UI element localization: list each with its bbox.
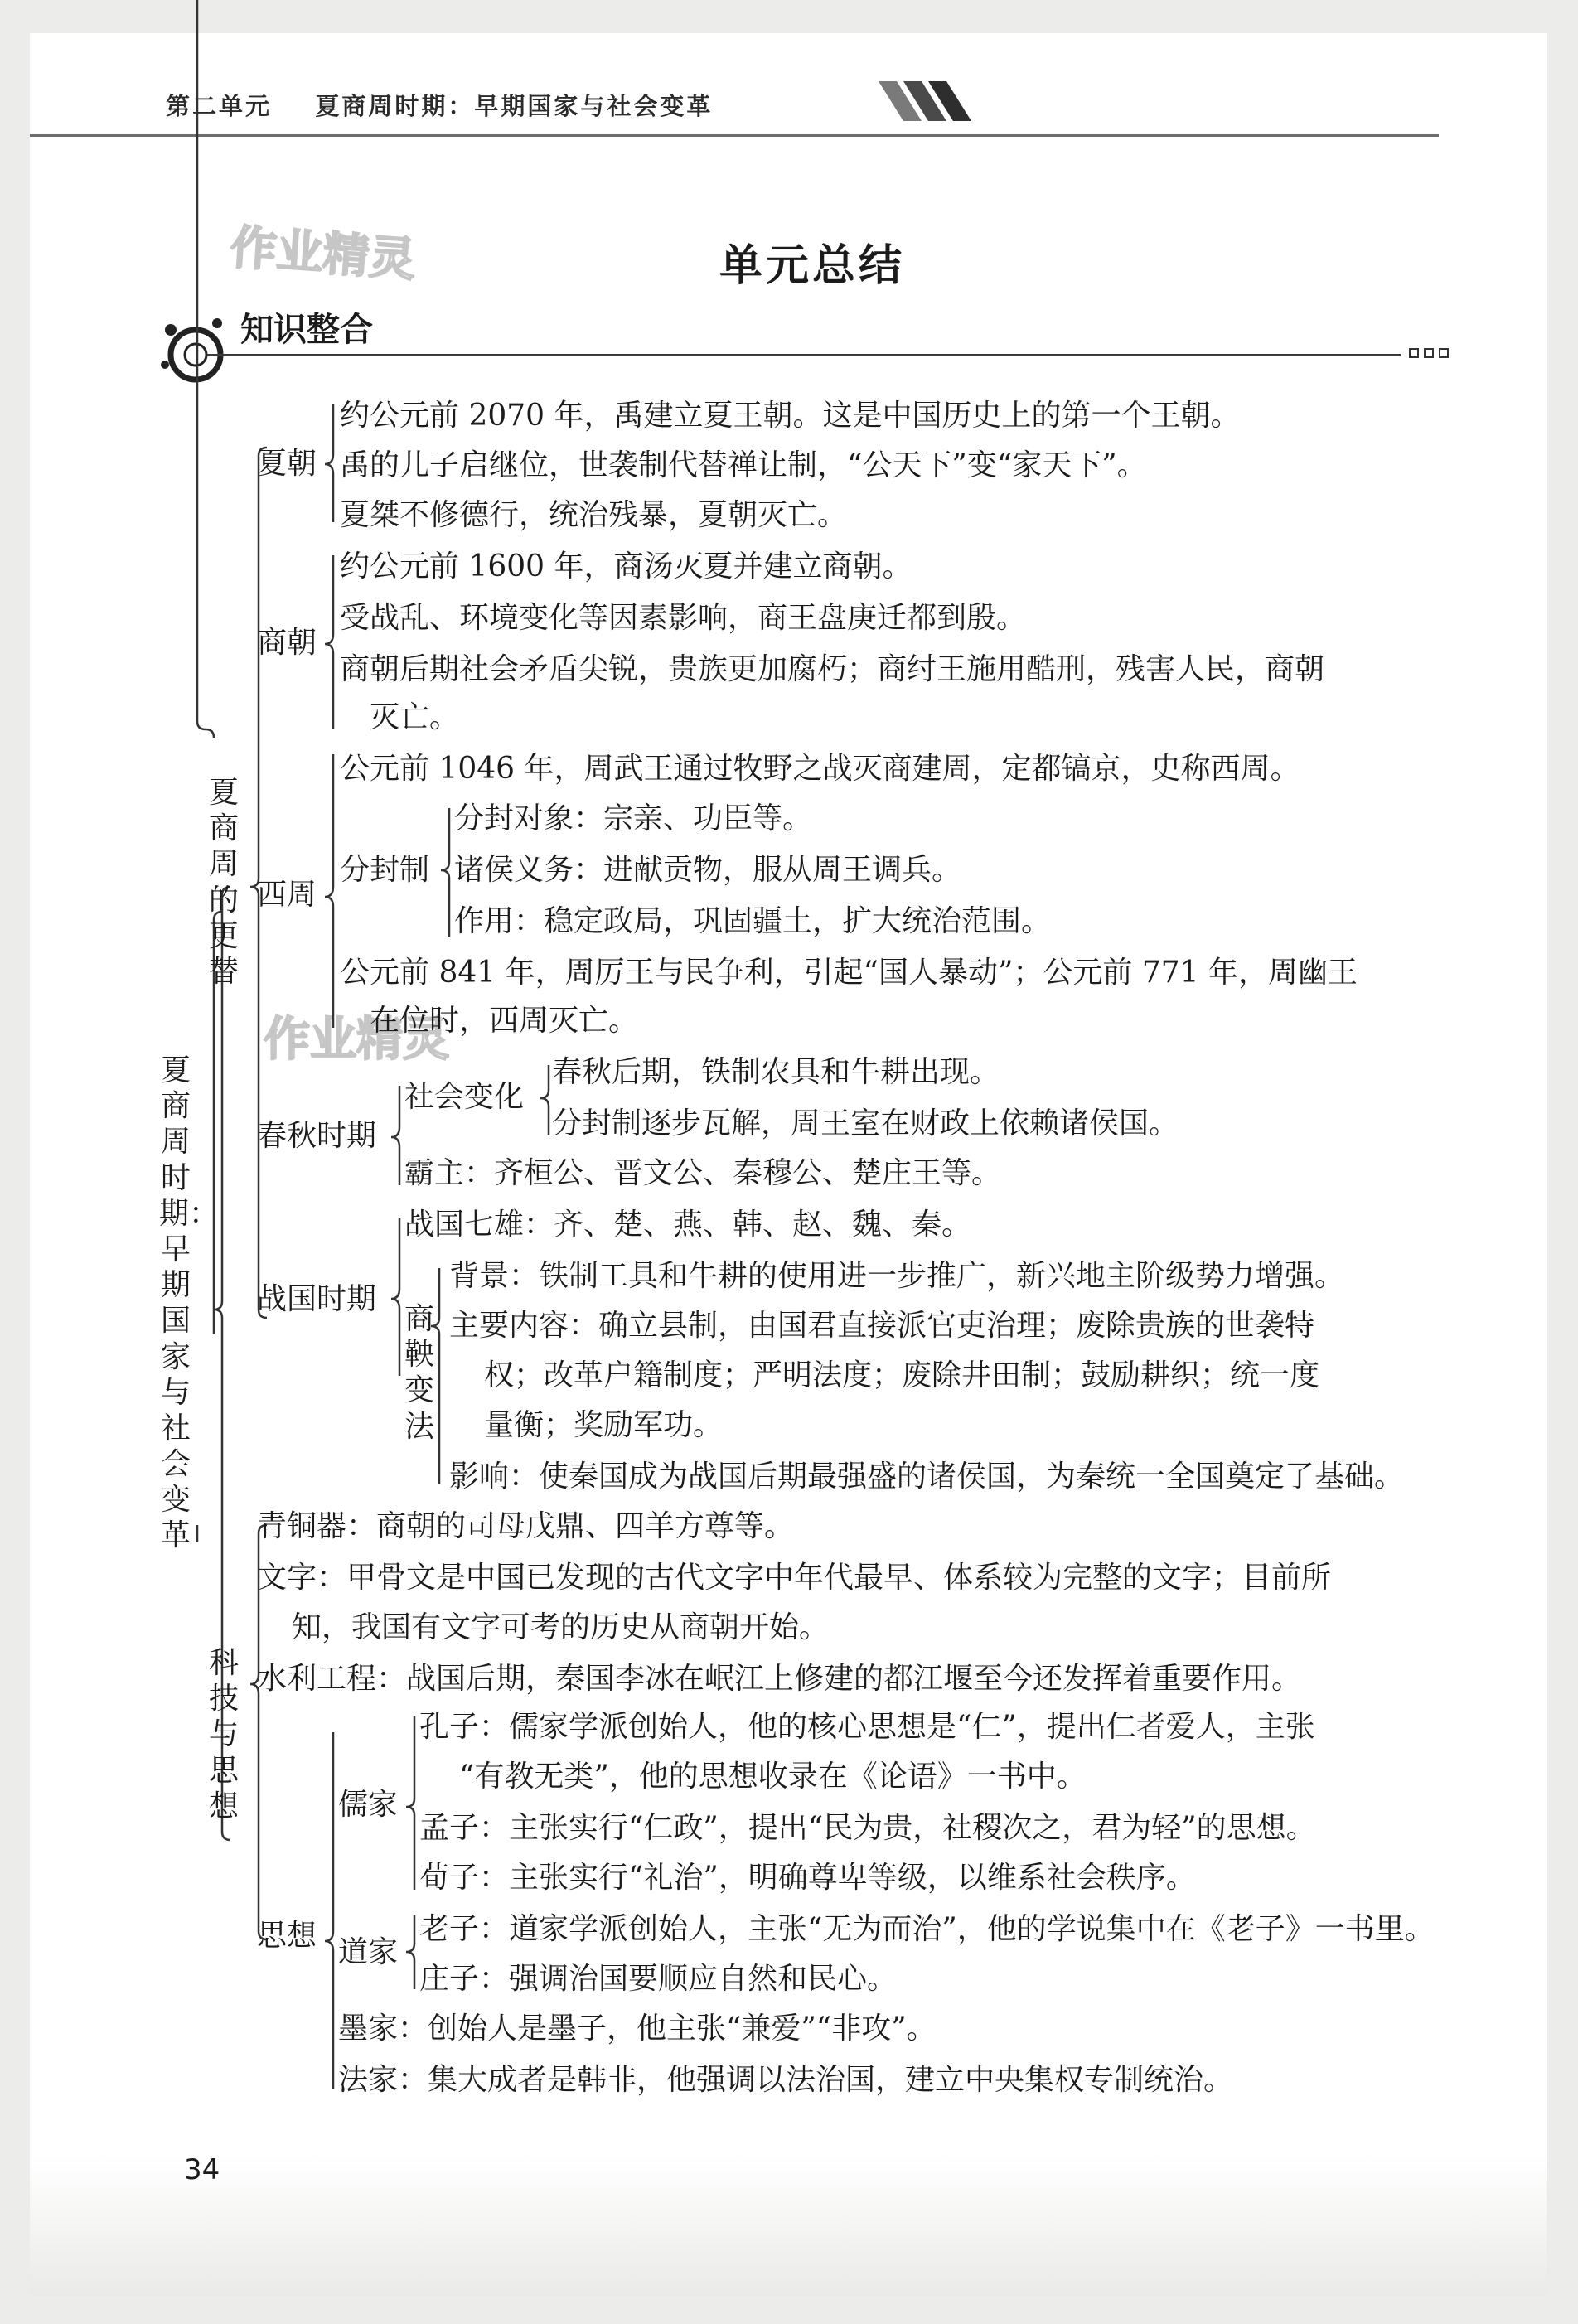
shang-line-2: 受战乱、环境变化等因素影响，商王盘庚迁都到殷。 (340, 601, 1027, 635)
header-title: 夏商周时期：早期国家与社会变革 (315, 92, 714, 120)
tech-line-1: 青铜器：商朝的司母戊鼎、四羊方尊等。 (257, 1509, 795, 1543)
tech-line-2: 文字：甲骨文是中国已发现的古代文字中年代最早、体系较为完整的文字；目前所 (257, 1561, 1332, 1595)
shang-line-3: 商朝后期社会矛盾尖锐，贵族更加腐朽；商纣王施用酷刑，残害人民，商朝 (340, 652, 1325, 686)
shangyang-label: 商鞅变法 (404, 1302, 434, 1444)
xizhou-label: 西周 (257, 878, 317, 912)
header-unit: 第二单元 (166, 92, 273, 120)
xia-line-3: 夏桀不修德行，统治残暴，夏朝灭亡。 (340, 498, 848, 532)
xizhou-line-last-1: 公元前 841 年，周厉王与民争利，引起“国人暴动”；公元前 771 年，周幽王 (340, 956, 1358, 990)
root-label: 夏商周时期：早期国家与社会变革 (159, 1053, 220, 1553)
chunqiu-change-2: 分封制逐步瓦解，周王室在财政上依赖诸侯国。 (552, 1106, 1179, 1140)
branch1-label: 夏商周的更替 (208, 776, 239, 989)
reform-line-4: 量衡；奖励军功。 (484, 1408, 724, 1442)
xizhou-line-1: 公元前 1046 年，周武王通过牧野之战灭商建周，定都镐京，史称西周。 (340, 752, 1300, 786)
dao-line-1: 老子：道家学派创始人，主张“无为而治”，他的学说集中在《老子》一书里。 (419, 1912, 1435, 1946)
fenfeng-line-2: 诸侯义务：进献贡物，服从周王调兵。 (454, 853, 962, 887)
ru-line-2: “有教无类”，他的思想收录在《论语》一书中。 (459, 1760, 1087, 1794)
ru-line-1: 孔子：儒家学派创始人，他的核心思想是“仁”，提出仁者爱人，主张 (419, 1710, 1315, 1744)
branch2-label: 科技与思想 (208, 1646, 239, 1823)
reform-line-3: 权；改革户籍制度；严明法度；废除井田制；鼓励耕织；统一度 (484, 1358, 1320, 1392)
ru-line-3: 孟子：主张实行“仁政”，提出“民为贵，社稷次之，君为轻”的思想。 (419, 1811, 1316, 1845)
xia-line-2: 禹的儿子启继位，世袭制代替禅让制，“公天下”变“家天下”。 (340, 448, 1147, 482)
dao-line-2: 庄子：强调治国要顺应自然和民心。 (419, 1962, 898, 1996)
mo-line: 墨家：创始人是墨子，他主张“兼爱”“非攻”。 (338, 2012, 937, 2046)
xia-label: 夏朝 (257, 447, 317, 481)
shang-line-1: 约公元前 1600 年，商汤灭夏并建立商朝。 (340, 550, 912, 583)
thought-label: 思想 (257, 1919, 317, 1953)
tech-line-3: 知，我国有文字可考的历史从商朝开始。 (292, 1610, 830, 1644)
chunqiu-change-1: 春秋后期，铁制农具和牛耕出现。 (552, 1055, 1000, 1089)
ru-label: 儒家 (338, 1788, 399, 1822)
ru-line-4: 荀子：主张实行“礼治”，明确尊卑等级，以维系社会秩序。 (419, 1861, 1196, 1895)
tech-line-4: 水利工程：战国后期，秦国李冰在岷江上修建的都江堰至今还发挥着重要作用。 (257, 1662, 1302, 1696)
fenfeng-line-1: 分封对象：宗亲、功臣等。 (454, 801, 813, 835)
watermark-top: 作业精灵 (228, 220, 418, 288)
chunqiu-label: 春秋时期 (257, 1119, 377, 1153)
page-number: 34 (184, 2153, 220, 2186)
hegemons-line: 霸主：齐桓公、晋文公、秦穆公、楚庄王等。 (404, 1156, 1002, 1190)
page-title: 单元总结 (719, 240, 905, 291)
shang-line-4: 灭亡。 (370, 700, 460, 734)
fenfeng-line-3: 作用：稳定政局，巩固疆土，扩大统治范围。 (454, 904, 1052, 938)
social-change-label: 社会变化 (404, 1080, 525, 1114)
xizhou-line-last-2: 在位时，西周灭亡。 (370, 1004, 639, 1038)
fa-line: 法家：集大成者是韩非，他强调以法治国，建立中央集权专制统治。 (338, 2063, 1234, 2097)
dao-label: 道家 (338, 1935, 399, 1969)
reform-line-2: 主要内容：确立县制，由国君直接派官吏治理；废除贵族的世袭特 (449, 1309, 1315, 1343)
reform-line-5: 影响：使秦国成为战国后期最强盛的诸侯国，为秦统一全国奠定了基础。 (449, 1460, 1405, 1494)
seven-states-line: 战国七雄：齐、楚、燕、韩、赵、魏、秦。 (404, 1208, 972, 1242)
watermark-middle: 作业精灵 (264, 1013, 449, 1067)
reform-line-1: 背景：铁制工具和牛耕的使用进一步推广，新兴地主阶级势力增强。 (449, 1259, 1345, 1293)
fenfeng-label: 分封制 (340, 853, 430, 887)
zhanguo-label: 战国时期 (257, 1282, 377, 1316)
shang-label: 商朝 (257, 626, 317, 660)
section-title: 知识整合 (240, 311, 373, 349)
xia-line-1: 约公元前 2070 年，禹建立夏王朝。这是中国历史上的第一个王朝。 (340, 399, 1241, 433)
